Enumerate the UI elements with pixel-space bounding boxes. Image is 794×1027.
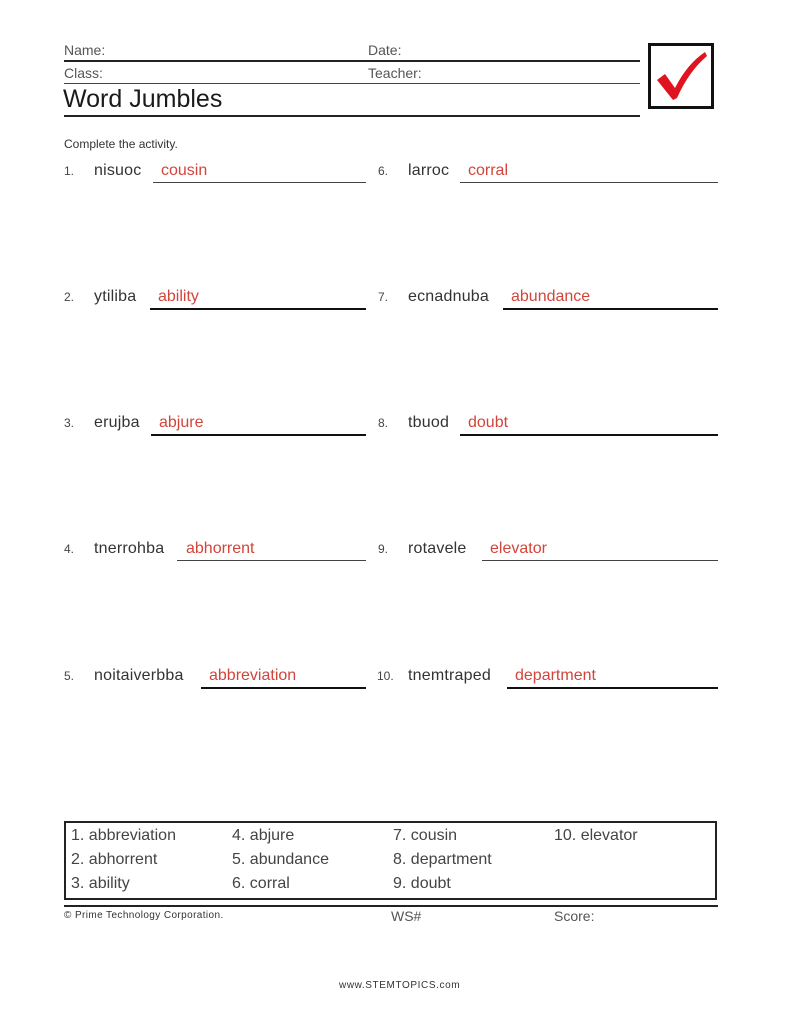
word-bank-item: 1. abbreviation xyxy=(71,827,176,844)
question-number: 6. xyxy=(378,164,389,178)
answer-text: abhorrent xyxy=(186,540,255,557)
class-label: Class: xyxy=(64,65,103,81)
name-label: Name: xyxy=(64,42,106,58)
answer-line xyxy=(482,560,718,561)
checkmark-icon xyxy=(651,46,711,106)
word-bank-item: 6. corral xyxy=(232,875,290,892)
answer-text: cousin xyxy=(161,162,208,179)
header-rule-bottom xyxy=(64,115,640,117)
question-number: 5. xyxy=(64,669,75,683)
jumbled-word: rotavele xyxy=(408,540,467,557)
header-rule-middle xyxy=(64,83,640,84)
word-bank-item: 8. department xyxy=(393,851,492,868)
instructions-text: Complete the activity. xyxy=(64,137,178,151)
footer-rule xyxy=(64,905,718,907)
header-rule-top xyxy=(64,60,640,62)
word-bank-item: 7. cousin xyxy=(393,827,458,844)
ws-number-label: WS# xyxy=(391,908,422,924)
question-number: 1. xyxy=(64,164,75,178)
jumbled-word: tnemtraped xyxy=(408,667,491,684)
jumbled-word: ytiliba xyxy=(94,288,137,305)
word-bank xyxy=(64,821,717,900)
website-link[interactable]: www.STEMTOPICS.com xyxy=(339,980,461,991)
jumbled-word: larroc xyxy=(408,162,450,179)
answer-text: corral xyxy=(468,162,509,179)
question-number: 2. xyxy=(64,290,75,304)
word-bank-item: 2. abhorrent xyxy=(71,851,158,868)
jumbled-word: erujba xyxy=(94,414,140,431)
answer-line xyxy=(153,182,366,183)
answer-line xyxy=(460,434,718,436)
jumbled-word: ecnadnuba xyxy=(408,288,489,305)
question-number: 9. xyxy=(378,542,389,556)
answer-line xyxy=(507,687,718,689)
word-bank-item: 9. doubt xyxy=(393,875,451,892)
answer-line xyxy=(177,560,366,561)
answer-text: abundance xyxy=(511,288,591,305)
page-title: Word Jumbles xyxy=(63,85,223,113)
question-number: 10. xyxy=(377,669,394,683)
answer-line xyxy=(150,308,366,310)
jumbled-word: tbuod xyxy=(408,414,450,431)
question-number: 3. xyxy=(64,416,75,430)
answer-text: ability xyxy=(158,288,199,305)
teacher-label: Teacher: xyxy=(368,65,422,81)
jumbled-word: noitaiverbba xyxy=(94,667,184,684)
answer-line xyxy=(201,687,366,689)
word-bank-item: 4. abjure xyxy=(232,827,295,844)
word-bank-item: 3. ability xyxy=(71,875,130,892)
answer-line xyxy=(503,308,718,310)
question-number: 7. xyxy=(378,290,389,304)
jumbled-word: tnerrohba xyxy=(94,540,165,557)
answer-text: doubt xyxy=(468,414,509,431)
answer-text: elevator xyxy=(490,540,547,557)
answer-line xyxy=(151,434,366,436)
word-bank-item: 10. elevator xyxy=(554,827,638,844)
word-bank-item: 5. abundance xyxy=(232,851,329,868)
copyright-text: © Prime Technology Corporation. xyxy=(64,910,224,921)
question-number: 4. xyxy=(64,542,75,556)
score-label: Score: xyxy=(554,908,595,924)
answer-text: abbreviation xyxy=(209,667,297,684)
checkbox-graphic xyxy=(648,43,714,109)
question-number: 8. xyxy=(378,416,389,430)
answer-line xyxy=(460,182,718,183)
answer-text: department xyxy=(515,667,596,684)
jumbled-word: nisuoc xyxy=(94,162,142,179)
answer-text: abjure xyxy=(159,414,204,431)
date-label: Date: xyxy=(368,42,402,58)
